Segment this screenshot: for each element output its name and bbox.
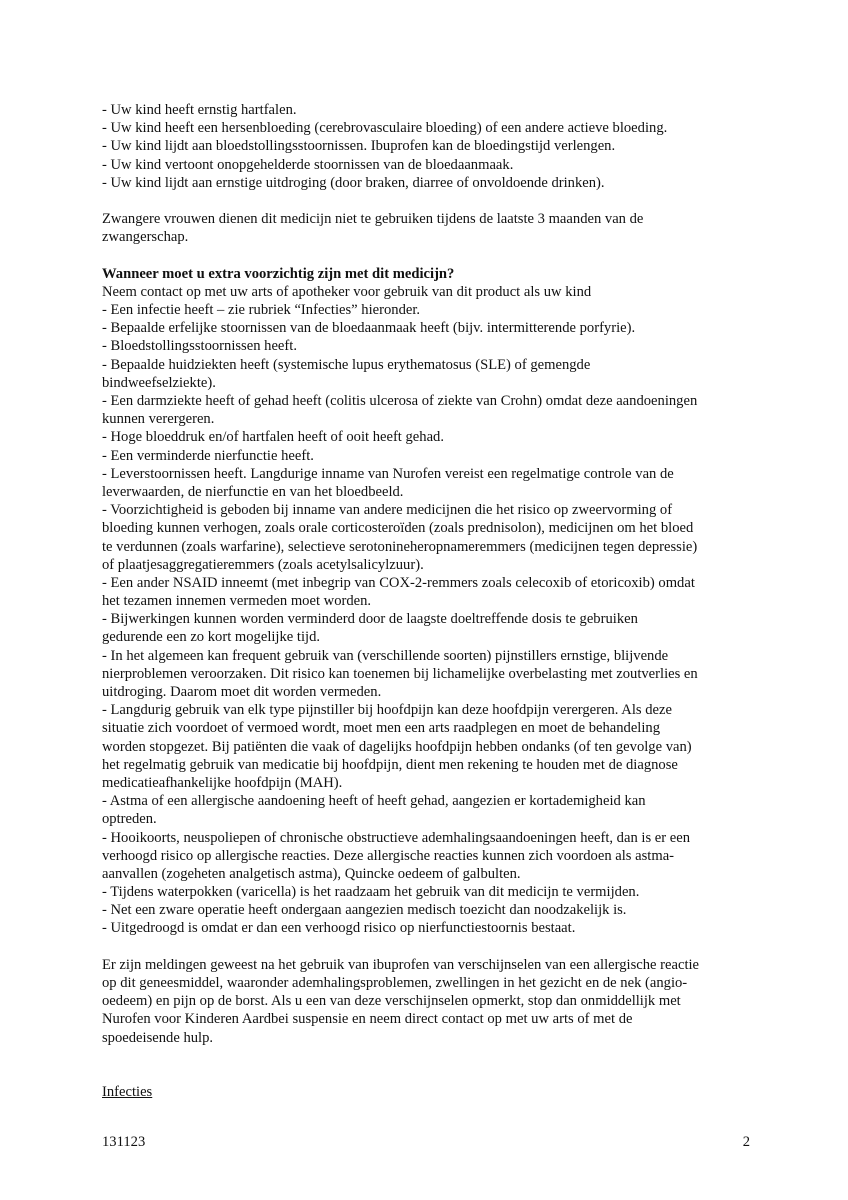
text-line: Nurofen voor Kinderen Aardbei suspensie en neem direct contact op met uw arts of met de <box>102 1011 633 1028</box>
text-line: situatie zich voordoet of vermoed wordt, moet men een arts raadplegen en moet de behandeling <box>102 720 661 737</box>
text-line: - Uitgedroogd is omdat er dan een verhoogd risico op nierfunctiestoornis bestaat. <box>102 920 576 937</box>
text-line: het tezamen innemen vermeden moet worden. <box>102 593 372 610</box>
text-line: bindweefselziekte). <box>102 374 216 391</box>
paragraph-spacer <box>102 1065 750 1083</box>
text-line: gedurende een zo kort mogelijke tijd. <box>102 629 321 646</box>
list-item: - Uw kind lijdt aan bloedstollingsstoornissen. Ibuprofen kan de bloedingstijd verlengen. <box>102 138 616 155</box>
text-line: - Leverstoornissen heeft. Langdurige inname van Nurofen vereist een regelmatige controle van de <box>102 465 674 482</box>
list-item: - Uw kind heeft ernstig hartfalen. <box>102 102 297 118</box>
text-line: bloeding kunnen verhogen, zoals orale corticosteroïden (zoals prednisolon), medicijnen om het bloed <box>102 520 694 537</box>
text-line: - Bloedstollingsstoornissen heeft. <box>102 338 297 355</box>
text-line: leverwaarden, de nierfunctie en van het bloedbeeld. <box>102 483 404 500</box>
text-line: - Bepaalde erfelijke stoornissen van de bloedaanmaak heeft (bijv. intermitterende porfyrie). <box>102 320 636 337</box>
text-line: - Een infectie heeft – zie rubriek “Infecties” hieronder. <box>102 302 421 319</box>
text-line: zwangerschap. <box>102 229 189 246</box>
text-line: - Langdurig gebruik van elk type pijnstiller bij hoofdpijn kan deze hoofdpijn verergeren. Als deze <box>102 702 672 719</box>
text-line: Er zijn meldingen geweest na het gebruik van ibuprofen van verschijnselen van een allergische reactie <box>102 956 700 973</box>
infections-heading: Infecties <box>102 1084 153 1101</box>
caution-heading: Wanneer moet u extra voorzichtig zijn met dit medicijn? <box>102 265 455 282</box>
text-line: - Een darmziekte heeft of gehad heeft (colitis ulcerosa of ziekte van Crohn) omdat deze aandoeningen <box>102 393 698 409</box>
text-line: - Een verminderde nierfunctie heeft. <box>102 447 314 464</box>
paragraph-spacer <box>102 192 750 210</box>
text-line: nierproblemen veroorzaken. Dit risico kan toenemen bij lichamelijke overbelasting met zoutverlies en <box>102 665 698 682</box>
contraindications-list <box>102 101 750 192</box>
allergy-paragraph <box>102 956 750 1047</box>
document-body <box>102 101 750 1101</box>
text-line: - In het algemeen kan frequent gebruik van (verschillende soorten) pijnstillers ernstige, blijvende <box>102 647 669 664</box>
paragraph-spacer <box>102 247 750 265</box>
text-line: op dit geneesmiddel, waaronder ademhalingsproblemen, zwellingen in het gezicht en de nek (angio- <box>102 975 688 991</box>
pregnancy-paragraph <box>102 210 750 246</box>
text-line: - Tijdens waterpokken (varicella) is het raadzaam het gebruik van dit medicijn te vermijden. <box>102 884 640 901</box>
text-line: - Voorzichtigheid is geboden bij inname van andere medicijnen die het risico op zweervorming of <box>102 502 673 519</box>
text-line: - Bijwerkingen kunnen worden verminderd door de laagste doeltreffende dosis te gebruiken <box>102 611 638 628</box>
text-line: - Hooikoorts, neuspoliepen of chronische obstructieve ademhalingsaandoeningen heeft, dan is er een <box>102 829 691 846</box>
text-line: - Hoge bloeddruk en/of hartfalen heeft of ooit heeft gehad. <box>102 429 445 446</box>
list-item: - Uw kind heeft een hersenbloeding (cerebrovasculaire bloeding) of een andere actieve bloeding. <box>102 120 668 137</box>
text-line: spoedeisende hulp. <box>102 1029 214 1046</box>
text-line: worden stopgezet. Bij patiënten die vaak of dagelijks hoofdpijn hebben ondanks (of ten gevolge van) <box>102 738 692 755</box>
text-line: of plaatjesaggregatieremmers (zoals acetylsalicylzuur). <box>102 556 424 573</box>
document-code: 131123 <box>102 1134 146 1150</box>
text-line: - Astma of een allergische aandoening heeft of heeft gehad, aangezien er kortademigheid kan <box>102 793 646 810</box>
text-line: optreden. <box>102 811 157 828</box>
text-line: te verdunnen (zoals warfarine), selectieve serotonineheropnameremmers (medicijnen tegen depressie) <box>102 538 698 555</box>
text-line: het regelmatig gebruik van medicatie bij hoofdpijn, dient men rekening te houden met de diagnose <box>102 756 678 773</box>
list-item: - Uw kind vertoont onopgehelderde stoornissen van de bloedaanmaak. <box>102 156 514 173</box>
text-line: uitdroging. Daarom moet dit worden vermeden. <box>102 684 382 700</box>
page-number: 2 <box>742 1134 750 1150</box>
text-line: - Een ander NSAID inneemt (met inbegrip van COX-2-remmers zoals celecoxib of etoricoxib) omdat <box>102 574 695 591</box>
paragraph-spacer <box>102 938 750 956</box>
text-line: oedeem) en pijn op de borst. Als u een van deze verschijnselen opmerkt, stop dan onmiddellijk met <box>102 993 681 1010</box>
text-line: - Bepaalde huidziekten heeft (systemische lupus erythematosus (SLE) of gemengde <box>102 356 591 373</box>
text-line: verhoogd risico op allergische reacties. Deze allergische reacties kunnen zich voordoen als astma- <box>102 847 675 864</box>
text-line: Neem contact op met uw arts of apotheker voor gebruik van dit product als uw kind <box>102 283 592 300</box>
paragraph-spacer <box>102 1047 750 1065</box>
text-line: medicatieafhankelijke hoofdpijn (MAH). <box>102 774 343 791</box>
text-line: aanvallen (zogeheten analgetisch astma), Quincke oedeem of galbulten. <box>102 865 521 882</box>
text-line: - Net een zware operatie heeft ondergaan aangezien medisch toezicht dan noodzakelijk is. <box>102 902 627 919</box>
caution-list <box>102 283 750 938</box>
text-line: Zwangere vrouwen dienen dit medicijn niet te gebruiken tijdens de laatste 3 maanden van de <box>102 211 644 228</box>
list-item: - Uw kind lijdt aan ernstige uitdroging (door braken, diarree of onvoldoende drinken). <box>102 174 605 191</box>
text-line: kunnen verergeren. <box>102 411 215 428</box>
